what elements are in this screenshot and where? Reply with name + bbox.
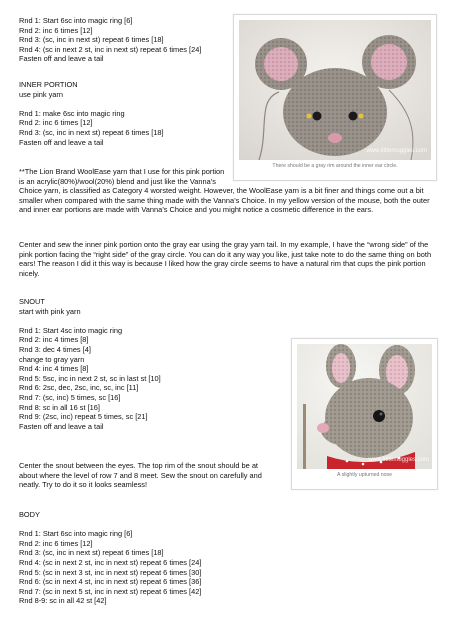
snout-round: Rnd 9: (2sc, inc) repeat 5 times, sc [21] (19, 412, 148, 422)
snout-round: Rnd 2: inc 4 times [8] (19, 335, 89, 345)
snout-round: change to gray yarn (19, 354, 85, 364)
photo-caption: A slightly upturned nose (336, 472, 393, 478)
photo-ear-closeup (233, 14, 437, 181)
body-round: Rnd 8-9: sc in all 42 st [42] (19, 596, 107, 606)
section-heading: INNER PORTION (19, 80, 78, 89)
body-round: Rnd 6: (sc in next 4 st, inc in next st) repeat 6 times [36] (19, 577, 202, 587)
body-round: Rnd 7: (sc in next 5 st, inc in next st) repeat 6 times [42] (19, 586, 202, 596)
watermark: www.littlemuggles.com (366, 148, 427, 155)
snout-round: Rnd 4: inc 4 times [8] (19, 364, 89, 374)
snout-round: Rnd 3: dec 4 times [4] (19, 344, 91, 354)
watermark: www.littlemuggles.com (368, 457, 429, 464)
inner-round: Rnd 1: make 6sc into magic ring (19, 108, 125, 118)
snout-round: Rnd 8: sc in all 16 st [16] (19, 402, 100, 412)
body-round: Rnd 1: Start 6sc into magic ring [6] (19, 529, 133, 539)
snout-note: Center the snout between the eyes. The top rim of the snout should be at about where the level of row 7 and 8 meet. Sew the snout on carefully and neatly. Try to do it so it looks seamless! (19, 461, 262, 490)
body-round: Rnd 5: (sc in next 3 st, inc in next st) repeat 6 times [30] (19, 567, 202, 577)
yarn-instruction: use pink yarn (19, 89, 63, 99)
snout-round: Rnd 5: 5sc, inc in next 2 st, sc in last st [10] (19, 373, 161, 383)
snout-round: Rnd 6: 2sc, dec, 2sc, inc, sc, inc [11] (19, 383, 139, 393)
body-section (19, 510, 201, 606)
section-heading: SNOUT (19, 297, 45, 306)
snout-round: Rnd 7: (sc, inc) 5 times, sc [16] (19, 392, 121, 402)
inner-round: Fasten off and leave a tail (19, 137, 104, 147)
inner-portion-section (19, 80, 164, 147)
snout-round: Fasten off and leave a tail (19, 421, 104, 431)
photo-snout-closeup (291, 338, 438, 490)
photo-caption: There should be a gray rim around the inner ear circle. (272, 163, 398, 169)
snout-round: Rnd 1: Start 4sc into magic ring (19, 325, 123, 335)
section-heading: BODY (19, 510, 40, 519)
inner-round: Rnd 2: inc 6 times [12] (19, 118, 93, 128)
ear-rounds (19, 16, 201, 64)
yarn-note: **The Lion Brand WoolEase yarn that I use for this pink portion is an acrylic(80%)/wool(20%) blend and just like the Vanna’s Choice yarn, is classified as Category 4 worsted weight. However, the WoolEase yarn is a bit finer and things come out a bit smaller when compared with the same thing made with the Vanna’s Choice. In my yellow version of the mouse, both the outer and inner ear portions are made with Vanna’s Choice and you might notice a cosmetic difference in the ears. (19, 167, 430, 215)
mouse-snout-image (297, 344, 432, 469)
body-round: Rnd 3: (sc, inc in next st) repeat 6 times [18] (19, 548, 164, 558)
ear-round: Rnd 3: (sc, inc in next st) repeat 6 times [18] (19, 35, 164, 45)
mouse-ear-image (239, 20, 431, 160)
ear-round: Rnd 1: Start 6sc into magic ring [6] (19, 16, 133, 25)
yarn-instruction: start with pink yarn (19, 306, 81, 316)
ear-round: Fasten off and leave a tail (19, 54, 104, 64)
ear-round: Rnd 2: inc 6 times [12] (19, 25, 93, 35)
inner-round: Rnd 3: (sc, inc in next st) repeat 6 times [18] (19, 127, 164, 137)
body-round: Rnd 4: (sc in next 2 st, inc in next st) repeat 6 times [24] (19, 557, 202, 567)
snout-section (19, 297, 161, 431)
ear-round: Rnd 4: (sc in next 2 st, inc in next st) repeat 6 times [24] (19, 44, 202, 54)
body-round: Rnd 2: inc 6 times [12] (19, 538, 93, 548)
center-note: Center and sew the inner pink portion onto the gray ear using the gray yarn tail. In my example, I have the “wrong side” of the pink portion facing the “right side” of the gray circle. You can do it any way you like, just take note to do the same thing on both ears! The reason I did it this way is because I liked how the gray circle seems to have a natural rim that cups the pink portion nicely. (19, 240, 432, 278)
